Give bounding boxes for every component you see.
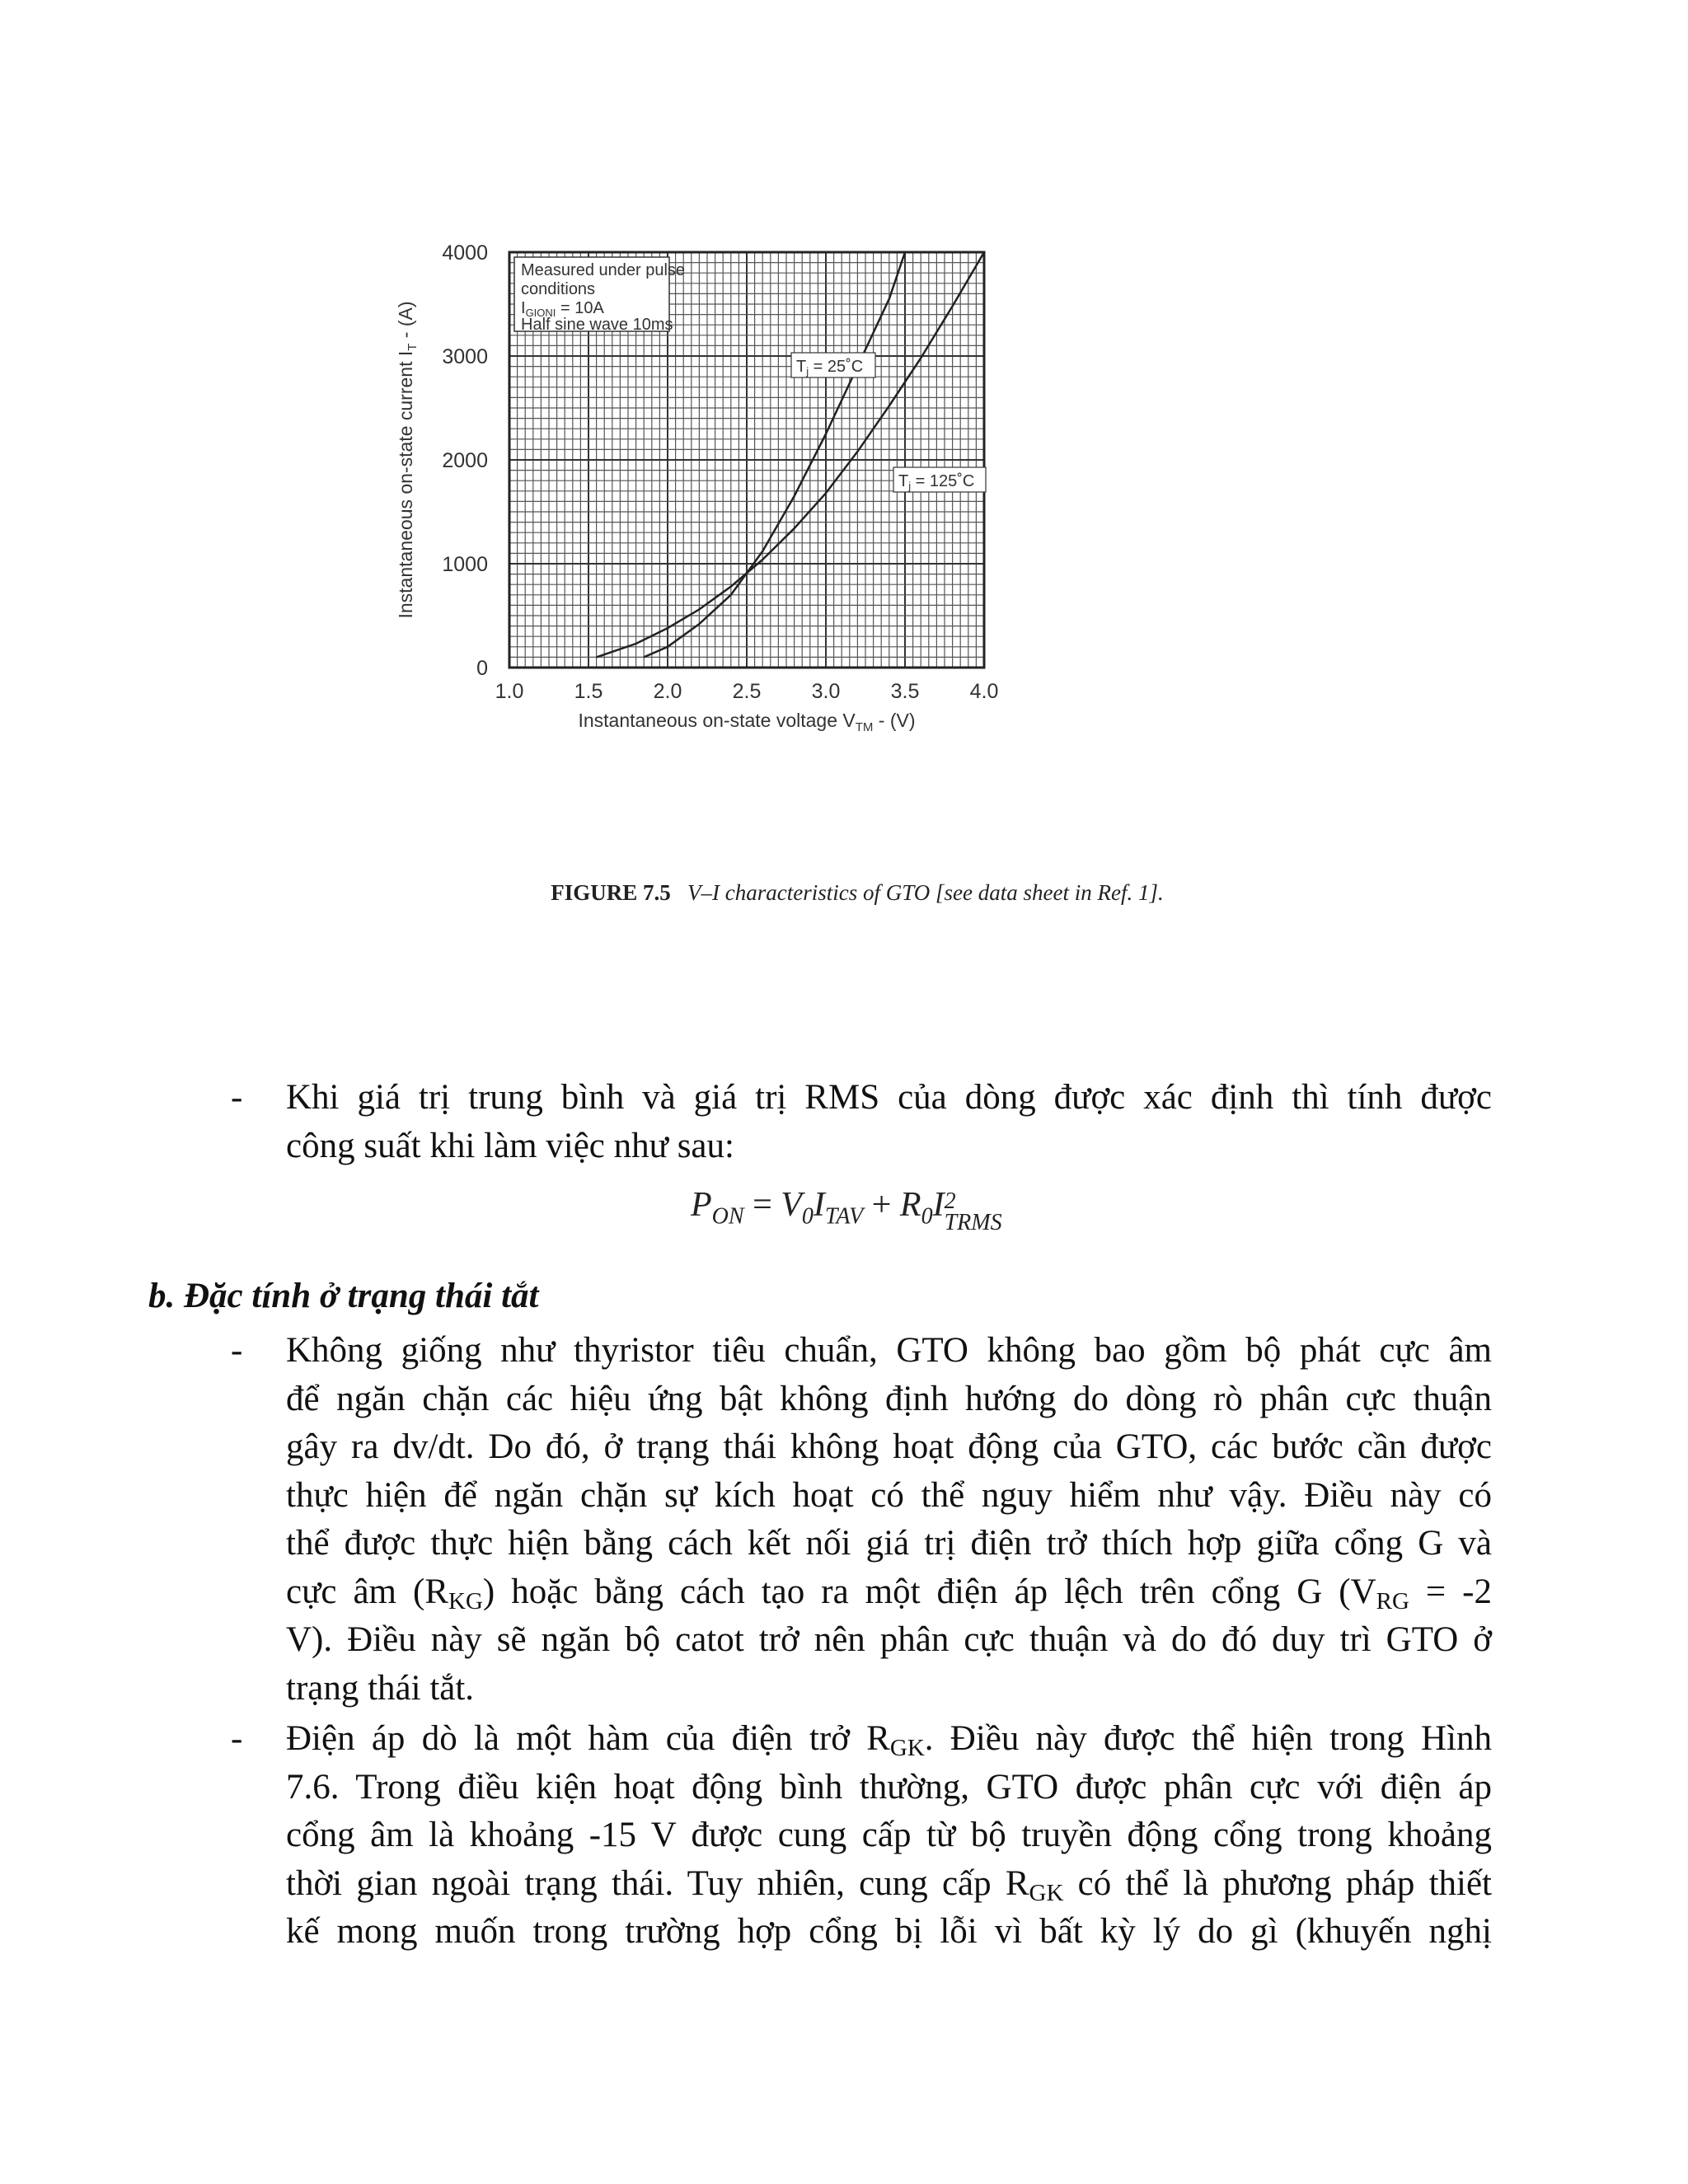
x-tick-label: 3.5 [890, 680, 920, 703]
note-line: Half sine wave 10ms [521, 316, 673, 334]
section-heading: b. Đặc tính ở trạng thái tắt [148, 1277, 539, 1315]
y-tick-label: 1000 [442, 553, 488, 576]
y-tick-label: 2000 [442, 449, 488, 472]
text-line: trạng thái tắt. [286, 1668, 475, 1708]
paragraph-power [286, 1074, 1492, 1170]
figure-label: FIGURE 7.5 [551, 880, 671, 905]
text-line: kế mong muốn trong trường hợp cổng bị lỗi vì bất kỳ lý do gì (khuyến nghị [286, 1912, 1492, 1951]
text-line: gây ra dv/dt. Do đó, ở trạng thái không hoạt động của GTO, các bước cần được [286, 1427, 1492, 1466]
measurement-note-box [514, 257, 685, 334]
svg-text:Tj = 125˚C: $T_j$ = 125˚C [898, 472, 975, 492]
series-label-25c [791, 353, 875, 377]
paragraph-off-state [286, 1327, 1492, 1713]
text-line: công suất khi làm việc như sau: [286, 1126, 734, 1165]
power-formula: $P_{ON} = V_0I_{TAV} + R_0I$ 2 TRMS [691, 1186, 1002, 1236]
bullet-marker: - [231, 1719, 243, 1758]
text-line: 7.6. Trong điều kiện hoạt động bình thường, GTO được phân cực với điện áp [286, 1767, 1492, 1807]
y-tick-label: 0 [476, 657, 488, 680]
text-line: để ngăn chặn các hiệu ứng bật không định hướng do dòng rò phân cực thuận [286, 1379, 1492, 1418]
paragraph-leakage [286, 1715, 1492, 1957]
text-line: thời gian ngoài trạng thái. Tuy nhiên, cung cấp $R_{GK}$ có thể là phương pháp thiết [286, 1863, 1492, 1906]
x-tick-label: 2.5 [732, 680, 762, 703]
y-axis-label: Instantaneous on-state current $I_T - (A)$ [395, 301, 420, 619]
text-line: V). Điều này sẽ ngăn bộ catot trở nên phân cực thuận và do đó duy trì GTO ở [286, 1620, 1492, 1659]
note-line: $I_{GIONI} = 10A$ [521, 299, 604, 319]
x-axis-label: Instantaneous on-state voltage $V_{TM} - (V)$ [578, 710, 916, 734]
figure-caption [363, 880, 1352, 906]
bullet-marker: - [231, 1331, 243, 1370]
text-line: Khi giá trị trung bình và giá trị RMS của dòng được xác định thì tính được [286, 1078, 1492, 1117]
note-line: Measured under pulse [521, 261, 686, 279]
x-tick-label: 2.0 [653, 680, 682, 703]
text-line: cực âm $(R_{KG})$ hoặc bằng cách tạo ra một điện áp lệch trên cổng G ($V_{RG} = -2$ [286, 1572, 1493, 1615]
svg-text:Tj = 25˚C: $T_j$ = 25˚C [796, 358, 864, 377]
y-tick-label: 4000 [442, 241, 488, 265]
x-tick-label: 4.0 [969, 680, 999, 703]
vi-chart [363, 223, 1352, 882]
text-line: thực hiện để ngăn chặn sự kích hoạt có thể nguy hiểm như vậy. Điều này có [286, 1475, 1492, 1515]
x-tick-label: 1.0 [495, 680, 524, 703]
series-label-125c [893, 467, 986, 492]
figure-caption-text: V–I characteristics of GTO [see data sheet in Ref. 1]. [687, 880, 1164, 905]
vi-characteristics-figure [363, 223, 1352, 931]
bullet-marker: - [231, 1078, 243, 1117]
y-tick-label: 3000 [442, 345, 488, 368]
x-tick-label: 3.0 [811, 680, 841, 703]
x-tick-label: 1.5 [574, 680, 603, 703]
text-line: thể được thực hiện bằng cách kết nối giá trị điện trở thích hợp giữa cổng G và [286, 1524, 1492, 1563]
text-line: Điện áp dò là một hàm của điện trở $R_{GK}$. Điều này được thể hiện trong Hình [286, 1719, 1492, 1761]
text-line: cổng âm là khoảng -15 V được cung cấp từ bộ truyền động cổng trong khoảng [286, 1816, 1492, 1854]
note-line: conditions [521, 280, 596, 298]
text-line: Không giống như thyristor tiêu chuẩn, GTO không bao gồm bộ phát cực âm [286, 1331, 1492, 1370]
